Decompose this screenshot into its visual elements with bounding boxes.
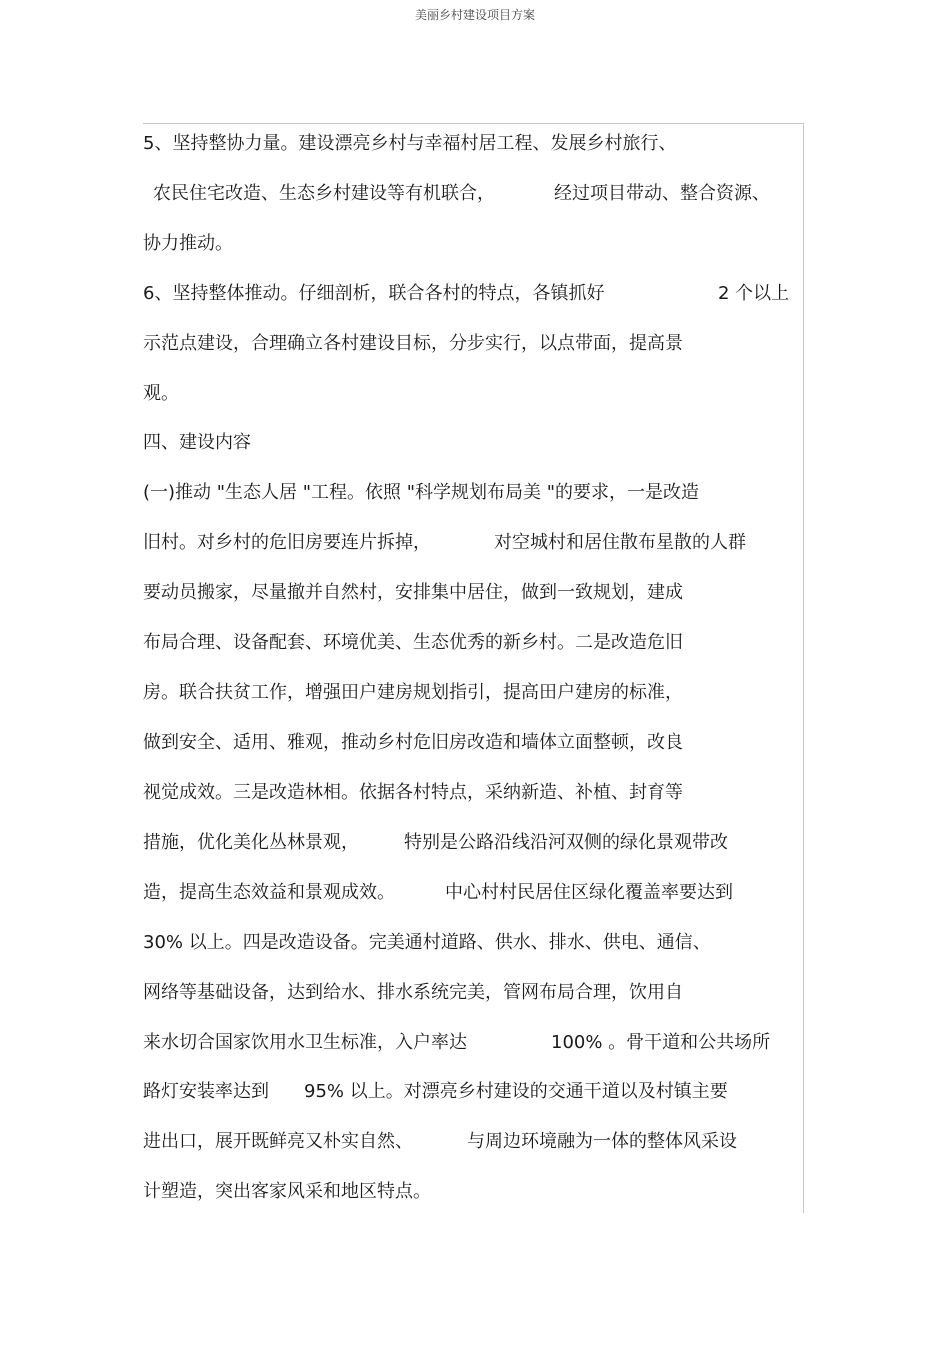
text-line: 路灯安装率达到	[143, 1081, 269, 1102]
text-line: 对空城村和居住散布星散的人群	[494, 532, 746, 553]
text-line: 中心村村民居住区绿化覆盖率要达到	[445, 882, 733, 903]
text-line: 协力推动。	[143, 233, 233, 254]
text-line: 做到安全、适用、雅观，推动乡村危旧房改造和墙体立面整顿，改良	[143, 732, 683, 753]
text-line: 特别是公路沿线沿河双侧的绿化景观带改	[404, 832, 728, 853]
text-line: 经过项目带动、整合资源、	[554, 183, 770, 204]
text-line: 计塑造，突出客家风采和地区特点。	[143, 1181, 431, 1202]
text-line: 布局合理、设备配套、环境优美、生态优秀的新乡村。二是改造危旧	[143, 632, 683, 653]
text-line: 来水切合国家饮用水卫生标准，入户率达	[143, 1032, 467, 1053]
text-line: 要动员搬家，尽量撤并自然村，安排集中居住，做到一致规划，建成	[143, 582, 683, 603]
text-line: 5、坚持整协力量。建设漂亮乡村与幸福村居工程、发展乡村旅行、	[143, 133, 677, 154]
text-line: 造，提高生态效益和景观成效。	[143, 882, 395, 903]
text-line: 观。	[143, 383, 179, 404]
text-line: 6、坚持整体推动。仔细剖析，联合各村的特点，各镇抓好	[143, 283, 605, 304]
text-line: (一)推动 "生态人居 "工程。依照 "科学规划布局美 "的要求，一是改造	[143, 482, 700, 503]
text-line: 措施，优化美化丛林景观，	[143, 832, 359, 853]
text-line: 与周边环境融为一体的整体风采设	[467, 1131, 737, 1152]
page-frame-right-border	[803, 123, 804, 1213]
text-line: 95% 以上。对漂亮乡村建设的交通干道以及村镇主要	[304, 1081, 728, 1102]
text-line: 2 个以上	[718, 283, 790, 304]
text-line: 房。联合扶贫工作，增强田户建房规划指引，提高田户建房的标准，	[143, 682, 683, 703]
text-line: 示范点建设，合理确立各村建设目标，分步实行，以点带面，提高景	[143, 333, 683, 354]
text-line: 100% 。骨干道和公共场所	[551, 1032, 771, 1053]
running-header: 美丽乡村建设项目方案	[414, 8, 535, 22]
text-line: 进出口，展开既鲜亮又朴实自然、	[143, 1131, 413, 1152]
text-line: 30% 以上。四是改造设备。完美通村道路、供水、排水、供电、通信、	[143, 932, 711, 953]
text-line: 视觉成效。三是改造林相。依据各村特点，采纳新造、补植、封育等	[143, 782, 683, 803]
page-frame-top-border	[143, 123, 804, 124]
text-line: 农民住宅改造、生态乡村建设等有机联合，	[153, 183, 495, 204]
text-line: 旧村。对乡村的危旧房要连片拆掉，	[143, 532, 431, 553]
text-line: 网络等基础设备，达到给水、排水系统完美，管网布局合理，饮用自	[143, 982, 683, 1003]
text-line: 四、建设内容	[143, 432, 251, 453]
